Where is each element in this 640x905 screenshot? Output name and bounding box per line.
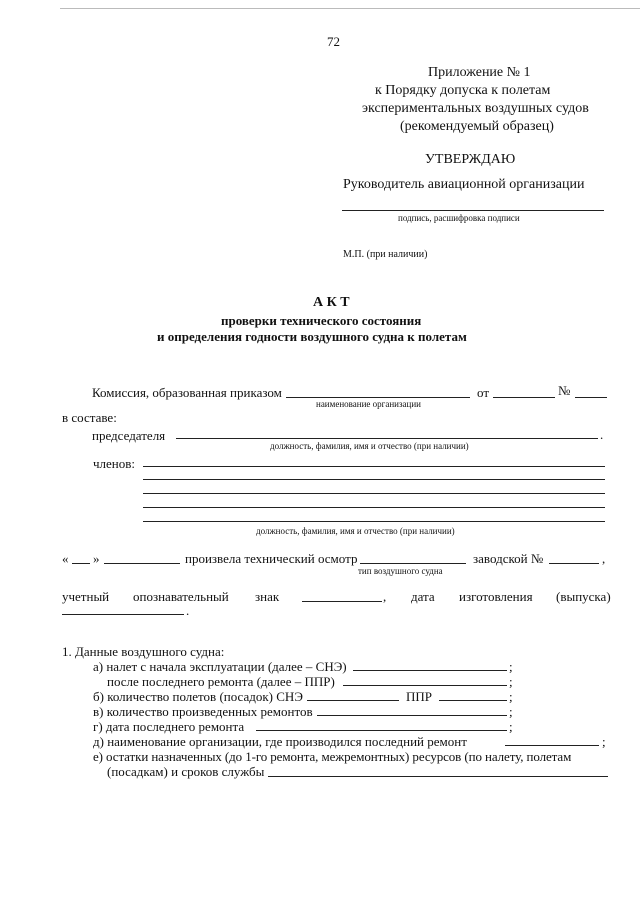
chairman-line (176, 438, 598, 439)
item-v-semicolon: ; (509, 704, 513, 719)
quote-close: » (93, 551, 100, 566)
members-line-2 (143, 479, 605, 480)
manufacture-period: . (186, 603, 190, 618)
reg-word-2: опознавательный (133, 589, 229, 604)
item-e: е) остатки назначенных (до 1-го ремонта, межремонтных) ресурсов (по налету, полетам (93, 749, 572, 764)
item-g: г) дата последнего ремонта (93, 719, 245, 734)
item-a-semicolon: ; (509, 659, 513, 674)
item-b: б) количество полетов (посадок) СНЭ (93, 689, 303, 704)
page-number: 72 (327, 34, 340, 49)
members-caption: должность, фамилия, имя и отчество (при наличии) (256, 526, 455, 536)
appendix-label: Приложение № 1 (428, 65, 531, 80)
seal-note: М.П. (при наличии) (343, 249, 428, 260)
chairman-period: . (600, 427, 604, 442)
item-b-ppr-line (439, 700, 507, 701)
approve-heading: УТВЕРЖДАЮ (425, 152, 516, 167)
appendix-line3: экспериментальных воздушных судов (362, 101, 589, 116)
item-a2-line (343, 685, 507, 686)
item-a2: после последнего ремонта (далее – ППР) (107, 674, 335, 689)
signature-caption: подпись, расшифровка подписи (398, 213, 520, 223)
serial-line (549, 563, 599, 564)
aircraft-type-line (360, 563, 466, 564)
serial-label: заводской № (473, 551, 544, 566)
item-a2-semicolon: ; (509, 674, 513, 689)
reg-word-3: знак (255, 589, 280, 604)
members-label: членов: (93, 456, 136, 471)
org-caption: наименование организации (316, 399, 421, 409)
item-b-sne-line (307, 700, 399, 701)
section1-title: 1. Данные воздушного судна: (62, 644, 225, 659)
item-g-line (256, 730, 507, 731)
reg-word-4: дата (411, 589, 435, 604)
reg-word-6: (выпуска) (556, 589, 611, 604)
members-line-1 (143, 466, 605, 467)
number-label: № (558, 383, 571, 398)
appendix-line4: (рекомендуемый образец) (400, 119, 554, 134)
reg-word-1: учетный (62, 589, 110, 604)
act-title: А К Т (313, 295, 350, 310)
quote-open: « (62, 551, 69, 566)
item-d-semicolon: ; (602, 734, 606, 749)
order-number-line (575, 397, 607, 398)
item-a: а) налет с начала эксплуатации (далее – СНЭ) (93, 659, 347, 674)
appendix-line2: к Порядку допуска к полетам (375, 83, 551, 98)
from-label: от (477, 385, 490, 400)
manufacture-date-line (62, 614, 184, 615)
item-e2: (посадкам) и сроков службы (107, 764, 265, 779)
item-v-line (317, 715, 507, 716)
act-subtitle-2: и определения годности воздушного судна к полетам (157, 329, 467, 344)
inspection-performed: произвела технический осмотр (185, 551, 358, 566)
reg-word-5: изготовления (459, 589, 533, 604)
act-subtitle-1: проверки технического состояния (221, 313, 422, 328)
members-line-5 (143, 521, 605, 522)
head-of-org: Руководитель авиационной организации (343, 177, 585, 192)
date-line (493, 397, 555, 398)
reg-mark-line (302, 601, 382, 602)
signature-line (342, 210, 604, 211)
members-line-3 (143, 493, 605, 494)
top-border (60, 8, 640, 9)
order-line (286, 397, 470, 398)
members-line-4 (143, 507, 605, 508)
item-d-line (505, 745, 599, 746)
item-b-semicolon: ; (509, 689, 513, 704)
aircraft-type-caption: тип воздушного судна (358, 566, 443, 576)
chairman-label: председателя (92, 428, 166, 443)
serial-comma: , (602, 551, 606, 566)
item-d: д) наименование организации, где производился последний ремонт (93, 734, 467, 749)
item-v: в) количество произведенных ремонтов (93, 704, 313, 719)
item-a-line (353, 670, 507, 671)
item-g-semicolon: ; (509, 719, 513, 734)
item-b-ppr: ППР (406, 689, 433, 704)
chairman-caption: должность, фамилия, имя и отчество (при наличии) (270, 441, 469, 451)
commission-intro: Комиссия, образованная приказом (92, 385, 282, 400)
item-e-line (268, 776, 608, 777)
month-line (104, 563, 180, 564)
day-line (72, 563, 90, 564)
reg-comma: , (383, 589, 387, 604)
composition-label: в составе: (62, 410, 117, 425)
